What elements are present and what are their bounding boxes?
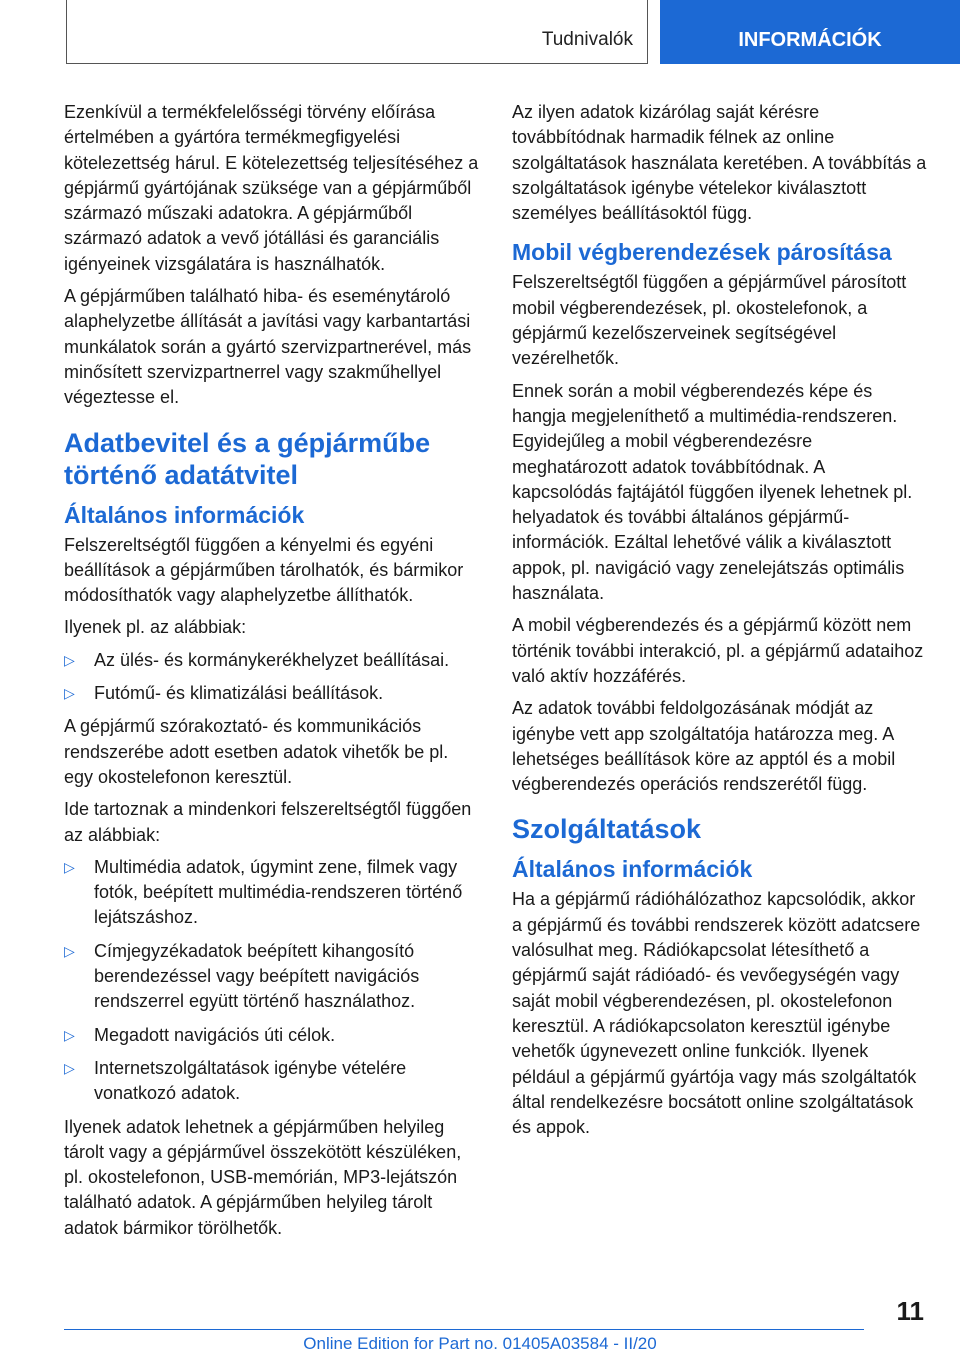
- data-types-list: [64, 855, 479, 1107]
- triangle-bullet-icon: ▷: [64, 1026, 75, 1043]
- paragraph: Felszereltségtől függően a gépjárművel párosított mobil végberendezések, pl. okostelefonok, a gépjármű kezelőszerveinek segítségével vezérelhetők.: [512, 272, 907, 369]
- list-item: ▷ Futómű- és klimatizálási beállítások.: [64, 681, 479, 706]
- paragraph: Ilyenek pl. az alábbiak:: [64, 617, 247, 638]
- left-column: [64, 100, 479, 1248]
- page-number: 11: [896, 1296, 924, 1326]
- list-item: ▷ Multimédia adatok, úgymint zene, filmek vagy fotók, beépített multimédia-rendszeren történő lejátszáshoz.: [64, 856, 463, 928]
- right-column: [512, 100, 927, 1147]
- header-section-tab[interactable]: [66, 0, 648, 64]
- paragraph: Ha a gépjármű rádióhálózathoz kapcsolódik, akkor a gépjármű és további rendszerek között adatcsere valósulhat meg. Rádiókapcsolat létesíthető a gépjármű saját rádióadó- és vevőegységén vagy saját mobil végberendezésen, pl. okostelefonon keresztül. A rádiókapcsolaton keresztül igénybe vehetők úgynevezett online funkciók. Ilyenek például a gépjármű gyártója vagy más szolgáltatók által rendelkezésre bocsátott online szolgáltatások és appok.: [512, 889, 921, 1138]
- paragraph: Ide tartoznak a mindenkori felszereltségtől függően az alábbiak:: [64, 799, 472, 845]
- list-item: ▷ Az ülés- és kormánykerékhelyzet beállításai.: [64, 648, 479, 673]
- paragraph: A mobil végberendezés és a gépjármű között nem történik további interakció, pl. a gépjármű adataihoz való aktív hozzáférés.: [512, 615, 924, 686]
- paragraph: Ennek során a mobil végberendezés képe és hangja megjeleníthető a multimédia-rendszeren. Egyidejűleg a mobil végberendezésre meghatározott adatok továbbítódnak. A kapcsolódás fajtájától függően ilyenek lehetnek pl. helyadatok és további általános gépjármű-információk. Ezáltal lehetővé válik a kiválasztott appok, pl. navigáció vagy zenelejátszás optimális használata.: [512, 380, 913, 604]
- list-item: ▷ Internetszolgáltatások igénybe vételére vonatkozó adatok.: [64, 1057, 407, 1104]
- subheading-general-info: Általános információk: [512, 856, 753, 883]
- triangle-bullet-icon: ▷: [64, 685, 75, 702]
- paragraph: A gépjárműben található hiba- és eseménytároló alaphelyzetbe állítását a javítási vagy karbantartási munkálatok során a gyártó szervizpartnerével, más minősített szervizpartnerrel vagy szakműhellyel végeztesse el.: [64, 286, 472, 408]
- subheading-general-info: Általános információk: [64, 501, 305, 528]
- header-active-tab[interactable]: [660, 0, 960, 64]
- header-active-label: INFORMÁCIÓK: [738, 29, 882, 51]
- paragraph: Felszereltségtől függően a kényelmi és egyéni beállítások a gépjárműben tárolhatók, és bármikor módosíthatók vagy alaphelyzetbe állíthatók.: [64, 534, 464, 606]
- paragraph: Ezenkívül a termékfelelősségi törvény előírása értelmében a gyártóra termékmegfigyelési kötelezettség hárul. E kötelezettség teljesítéséhez a gépjármű gyártójának szüksége van a gépjárműből származó műszaki adatokra. A gépjárműből származó adatok a vevő jótállási és garanciális igényeinek vizsgálatára is használhatók.: [64, 102, 479, 274]
- list-item: ▷ Megadott navigációs úti célok.: [64, 1023, 479, 1048]
- footer-divider: [64, 1329, 864, 1330]
- triangle-bullet-icon: ▷: [64, 942, 75, 959]
- triangle-bullet-icon: ▷: [64, 1059, 75, 1076]
- section-heading-services: Szolgáltatások: [512, 814, 702, 845]
- list-item: ▷ Címjegyzékadatok beépített kihangosító berendezéssel vagy beépített navigációs rendszerrel együtt történő használathoz.: [64, 940, 420, 1012]
- paragraph: Az adatok további feldolgozásának módját az igénybe vett app szolgáltatója határozza meg. A lehetséges beállítások köre az apptól és a mobil végberendezés operációs rendszerétől függ.: [512, 698, 896, 795]
- paragraph: Ilyenek adatok lehetnek a gépjárműben helyileg tárolt vagy a gépjárművel összekötött készüléken, pl. okostelefonon, USB-memórián, MP3-lejátszón található adatok. A gépjárműben helyileg tárolt adatok bármikor törölhetők.: [64, 1116, 462, 1238]
- triangle-bullet-icon: ▷: [64, 858, 75, 875]
- paragraph: Az ilyen adatok kizárólag saját kérésre továbbítódnak harmadik félnek az online szolgáltatások használata keretében. A továbbítás a szolgáltatások igénybe vételekor kiválasztott személyes beállításoktól függ.: [512, 102, 927, 224]
- section-heading-data-transfer: Adatbevitel és a gépjárműbe történő adatátvitel: [64, 427, 431, 490]
- footer-edition: Online Edition for Part no. 01405A03584 - II/20: [303, 1334, 657, 1353]
- settings-list: [64, 648, 479, 707]
- triangle-bullet-icon: ▷: [64, 651, 75, 668]
- subheading-mobile-pairing: Mobil végberendezések párosítása: [512, 239, 892, 266]
- header-section-label: Tudnivalók: [541, 29, 633, 50]
- paragraph: A gépjármű szórakoztató- és kommunikációs rendszerébe adott esetben adatok vihetők be pl. egy okostelefonon keresztül.: [64, 716, 449, 787]
